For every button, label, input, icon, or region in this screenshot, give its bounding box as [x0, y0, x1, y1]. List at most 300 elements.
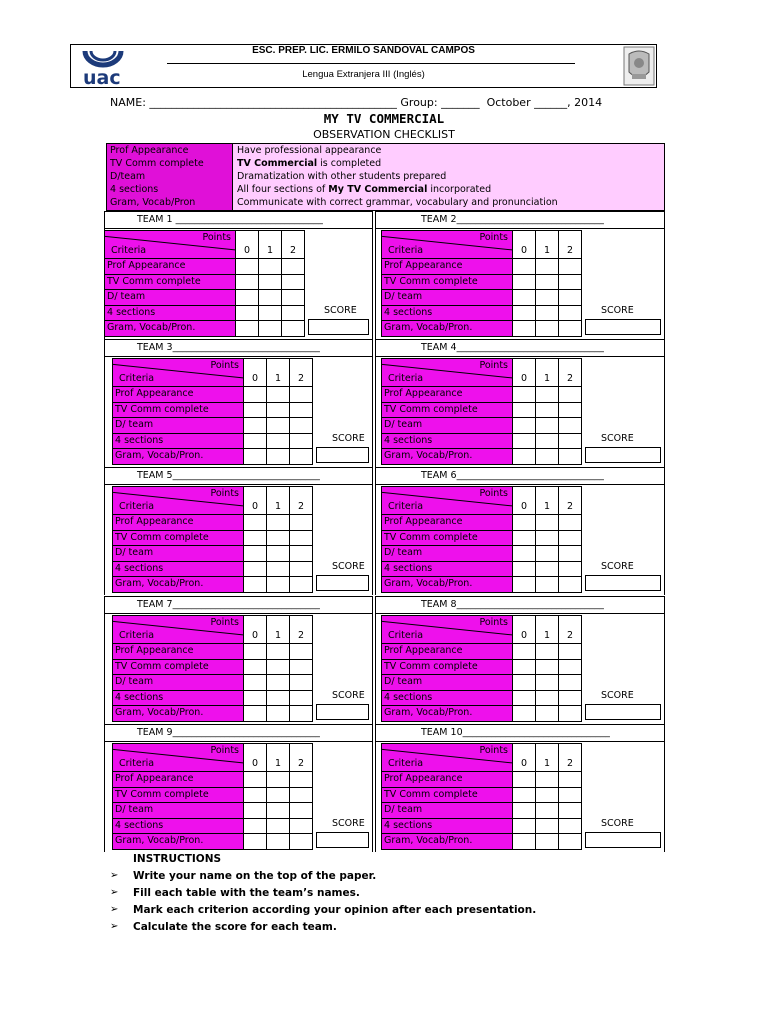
criterion-row — [382, 546, 582, 562]
criterion-label: Gram, Vocab/Pron. — [113, 834, 244, 850]
mark-cell[interactable] — [559, 644, 582, 660]
mark-cell[interactable] — [513, 803, 536, 819]
score-grid — [112, 615, 313, 722]
mark-cell[interactable] — [513, 561, 536, 577]
team-name-bar[interactable]: TEAM 3_______________________________ — [104, 339, 373, 357]
mark-cell[interactable] — [513, 675, 536, 691]
bullet-arrow-icon: ➢ — [110, 870, 119, 881]
points-column-header: 1 — [267, 616, 290, 644]
mark-cell[interactable] — [559, 274, 582, 290]
score-box[interactable] — [308, 319, 369, 335]
mark-cell[interactable] — [236, 321, 259, 337]
mark-cell[interactable] — [236, 290, 259, 306]
mark-cell[interactable] — [282, 321, 305, 337]
mark-cell[interactable] — [290, 402, 313, 418]
criterion-row — [382, 433, 582, 449]
mark-cell[interactable] — [559, 259, 582, 275]
points-column-header: 2 — [559, 487, 582, 515]
mark-cell[interactable] — [559, 803, 582, 819]
mark-cell[interactable] — [290, 546, 313, 562]
mark-cell[interactable] — [559, 305, 582, 321]
criterion-row — [382, 387, 582, 403]
criterion-label: Prof Appearance — [105, 259, 236, 275]
criterion-label: 4 sections — [113, 433, 244, 449]
criterion-row — [105, 259, 305, 275]
mark-cell[interactable] — [559, 530, 582, 546]
mark-cell[interactable] — [536, 530, 559, 546]
criterion-label: Prof Appearance — [382, 387, 513, 403]
points-label: Points — [210, 745, 239, 756]
mark-cell[interactable] — [559, 690, 582, 706]
mark-cell[interactable] — [513, 305, 536, 321]
mark-cell[interactable] — [244, 787, 267, 803]
team-name-bar[interactable]: TEAM 6_______________________________ — [375, 467, 665, 485]
mark-cell[interactable] — [290, 690, 313, 706]
mark-cell[interactable] — [536, 290, 559, 306]
points-label: Points — [479, 488, 508, 499]
criterion-row — [113, 515, 313, 531]
mark-cell[interactable] — [267, 577, 290, 593]
points-column-header: 1 — [536, 744, 559, 772]
mark-cell[interactable] — [282, 305, 305, 321]
mark-cell[interactable] — [513, 418, 536, 434]
criterion-row — [382, 515, 582, 531]
criterion-row — [382, 787, 582, 803]
criterion-row — [105, 321, 305, 337]
team-name-bar[interactable]: TEAM 2_______________________________ — [375, 211, 665, 229]
criterion-label: D/ team — [382, 546, 513, 562]
mark-cell[interactable] — [290, 515, 313, 531]
criteria-label: Criteria — [119, 758, 155, 769]
mark-cell[interactable] — [536, 449, 559, 465]
mark-cell[interactable] — [290, 803, 313, 819]
mark-cell[interactable] — [244, 706, 267, 722]
criterion-row — [113, 449, 313, 465]
mark-cell[interactable] — [244, 515, 267, 531]
mark-cell[interactable] — [513, 772, 536, 788]
points-column-header: 2 — [559, 231, 582, 259]
criterion-label: Prof Appearance — [382, 515, 513, 531]
score-label: SCORE — [601, 690, 634, 701]
mark-cell[interactable] — [259, 274, 282, 290]
legend-desc: Communicate with correct grammar, vocabulary and pronunciation — [237, 197, 558, 208]
mark-cell[interactable] — [290, 659, 313, 675]
criterion-label: D/ team — [382, 418, 513, 434]
criterion-row — [113, 561, 313, 577]
mark-cell[interactable] — [290, 787, 313, 803]
points-column-header: 0 — [513, 359, 536, 387]
points-column-header: 0 — [244, 744, 267, 772]
criteria-label: Criteria — [388, 758, 424, 769]
criterion-label: TV Comm complete — [113, 402, 244, 418]
mark-cell[interactable] — [244, 387, 267, 403]
team-name-bar[interactable]: TEAM 8_______________________________ — [375, 596, 665, 614]
mark-cell[interactable] — [559, 818, 582, 834]
mark-cell[interactable] — [513, 690, 536, 706]
criteria-label: Criteria — [111, 245, 147, 256]
criterion-label: Prof Appearance — [113, 644, 244, 660]
points-column-header: 0 — [244, 616, 267, 644]
criterion-label: D/ team — [113, 546, 244, 562]
score-box[interactable] — [316, 447, 369, 463]
criterion-label: 4 sections — [382, 690, 513, 706]
mark-cell[interactable] — [559, 515, 582, 531]
mark-cell[interactable] — [536, 515, 559, 531]
instruction-item: Calculate the score for each team. — [133, 921, 337, 933]
mark-cell[interactable] — [513, 659, 536, 675]
score-box[interactable] — [585, 832, 661, 848]
mark-cell[interactable] — [259, 321, 282, 337]
points-column-header: 1 — [267, 487, 290, 515]
mark-cell[interactable] — [267, 803, 290, 819]
mark-cell[interactable] — [244, 433, 267, 449]
criterion-label: D/ team — [382, 290, 513, 306]
header-box — [70, 44, 657, 88]
mark-cell[interactable] — [536, 387, 559, 403]
legend-key: TV Comm complete — [110, 158, 204, 169]
mark-cell[interactable] — [236, 305, 259, 321]
mark-cell[interactable] — [290, 449, 313, 465]
criteria-label: Criteria — [388, 501, 424, 512]
mark-cell[interactable] — [513, 402, 536, 418]
criterion-label: Prof Appearance — [382, 644, 513, 660]
mark-cell[interactable] — [244, 772, 267, 788]
legend-desc: All four sections of My TV Commercial incorporated — [237, 184, 492, 195]
score-grid — [381, 358, 582, 465]
points-column-header: 1 — [259, 231, 282, 259]
score-label: SCORE — [332, 561, 365, 572]
criterion-label: TV Comm complete — [382, 530, 513, 546]
criterion-row — [382, 290, 582, 306]
mark-cell[interactable] — [244, 530, 267, 546]
mark-cell[interactable] — [513, 818, 536, 834]
mark-cell[interactable] — [559, 402, 582, 418]
mark-cell[interactable] — [267, 561, 290, 577]
mark-cell[interactable] — [536, 577, 559, 593]
school-name: ESC. PREP. LIC. ERMILO SANDOVAL CAMPOS — [252, 45, 475, 56]
mark-cell[interactable] — [559, 321, 582, 337]
points-label: Points — [210, 617, 239, 628]
mark-cell[interactable] — [536, 659, 559, 675]
mark-cell[interactable] — [536, 433, 559, 449]
mark-cell[interactable] — [282, 259, 305, 275]
criterion-label: Prof Appearance — [382, 259, 513, 275]
points-column-header: 2 — [290, 616, 313, 644]
mark-cell[interactable] — [513, 787, 536, 803]
mark-cell[interactable] — [290, 418, 313, 434]
header-divider — [167, 63, 575, 64]
bullet-arrow-icon: ➢ — [110, 904, 119, 915]
points-criteria-header — [382, 616, 513, 644]
mark-cell[interactable] — [267, 787, 290, 803]
page-subtitle: OBSERVATION CHECKLIST — [313, 128, 455, 141]
mark-cell[interactable] — [513, 515, 536, 531]
mark-cell[interactable] — [236, 259, 259, 275]
criterion-label: 4 sections — [382, 561, 513, 577]
points-label: Points — [479, 360, 508, 371]
team-name-bar[interactable]: TEAM 4_______________________________ — [375, 339, 665, 357]
points-column-header: 1 — [536, 616, 559, 644]
mark-cell[interactable] — [244, 577, 267, 593]
points-column-header: 2 — [290, 359, 313, 387]
mark-cell[interactable] — [536, 305, 559, 321]
points-label: Points — [202, 232, 231, 243]
criterion-label: 4 sections — [113, 561, 244, 577]
mark-cell[interactable] — [244, 659, 267, 675]
mark-cell[interactable] — [282, 290, 305, 306]
mark-cell[interactable] — [536, 803, 559, 819]
mark-cell[interactable] — [536, 321, 559, 337]
mark-cell[interactable] — [267, 449, 290, 465]
mark-cell[interactable] — [513, 546, 536, 562]
criterion-label: Gram, Vocab/Pron. — [113, 577, 244, 593]
criteria-label: Criteria — [119, 630, 155, 641]
mark-cell[interactable] — [267, 834, 290, 850]
criterion-label: TV Comm complete — [113, 659, 244, 675]
criterion-row — [382, 644, 582, 660]
points-criteria-header — [382, 231, 513, 259]
mark-cell[interactable] — [244, 818, 267, 834]
criterion-row — [113, 659, 313, 675]
criterion-row — [113, 706, 313, 722]
mark-cell[interactable] — [267, 818, 290, 834]
logo-text: uac — [83, 67, 121, 89]
points-criteria-header — [113, 744, 244, 772]
mark-cell[interactable] — [559, 290, 582, 306]
mark-cell[interactable] — [267, 659, 290, 675]
mark-cell[interactable] — [244, 644, 267, 660]
criterion-label: TV Comm complete — [382, 659, 513, 675]
mark-cell[interactable] — [559, 706, 582, 722]
bullet-arrow-icon: ➢ — [110, 921, 119, 932]
team-name-bar[interactable]: TEAM 7_______________________________ — [104, 596, 373, 614]
mark-cell[interactable] — [290, 834, 313, 850]
mark-cell[interactable] — [290, 561, 313, 577]
mark-cell[interactable] — [290, 433, 313, 449]
mark-cell[interactable] — [513, 834, 536, 850]
mark-cell[interactable] — [559, 659, 582, 675]
mark-cell[interactable] — [513, 259, 536, 275]
team-name-bar[interactable]: TEAM 9_______________________________ — [104, 724, 373, 742]
mark-cell[interactable] — [536, 818, 559, 834]
mark-cell[interactable] — [267, 772, 290, 788]
criterion-row — [382, 803, 582, 819]
mark-cell[interactable] — [513, 387, 536, 403]
mark-cell[interactable] — [536, 274, 559, 290]
score-box[interactable] — [316, 832, 369, 848]
points-label: Points — [479, 745, 508, 756]
score-label: SCORE — [324, 305, 357, 316]
team-name-bar[interactable]: TEAM 1 _______________________________ — [104, 211, 373, 229]
mark-cell[interactable] — [513, 644, 536, 660]
mark-cell[interactable] — [559, 675, 582, 691]
mark-cell[interactable] — [536, 787, 559, 803]
legend-key: Gram, Vocab/Pron — [110, 197, 196, 208]
points-column-header: 0 — [244, 359, 267, 387]
mark-cell[interactable] — [259, 305, 282, 321]
mark-cell[interactable] — [536, 546, 559, 562]
mark-cell[interactable] — [559, 561, 582, 577]
criterion-label: Prof Appearance — [113, 772, 244, 788]
criterion-row — [382, 274, 582, 290]
criterion-row — [113, 433, 313, 449]
criterion-row — [382, 305, 582, 321]
team-name-bar[interactable]: TEAM 5_______________________________ — [104, 467, 373, 485]
mark-cell[interactable] — [559, 418, 582, 434]
mark-cell[interactable] — [282, 274, 305, 290]
criterion-row — [113, 418, 313, 434]
criterion-row — [113, 546, 313, 562]
mark-cell[interactable] — [513, 290, 536, 306]
mark-cell[interactable] — [559, 577, 582, 593]
criterion-label: Prof Appearance — [382, 772, 513, 788]
criterion-row — [382, 561, 582, 577]
mark-cell[interactable] — [267, 530, 290, 546]
mark-cell[interactable] — [244, 418, 267, 434]
mark-cell[interactable] — [559, 546, 582, 562]
legend-key: D/team — [110, 171, 146, 182]
criterion-label: Gram, Vocab/Pron. — [382, 449, 513, 465]
mark-cell[interactable] — [559, 433, 582, 449]
mark-cell[interactable] — [267, 515, 290, 531]
mark-cell[interactable] — [559, 387, 582, 403]
points-column-header: 2 — [290, 744, 313, 772]
criterion-label: 4 sections — [113, 690, 244, 706]
mark-cell[interactable] — [290, 675, 313, 691]
mark-cell[interactable] — [244, 546, 267, 562]
mark-cell[interactable] — [267, 418, 290, 434]
mark-cell[interactable] — [536, 259, 559, 275]
criterion-row — [113, 644, 313, 660]
score-box[interactable] — [316, 704, 369, 720]
mark-cell[interactable] — [244, 690, 267, 706]
mark-cell[interactable] — [290, 818, 313, 834]
score-grid — [381, 615, 582, 722]
mark-cell[interactable] — [559, 787, 582, 803]
mark-cell[interactable] — [267, 402, 290, 418]
mark-cell[interactable] — [536, 706, 559, 722]
mark-cell[interactable] — [536, 561, 559, 577]
mark-cell[interactable] — [290, 644, 313, 660]
points-criteria-header — [113, 487, 244, 515]
mark-cell[interactable] — [259, 259, 282, 275]
criterion-label: 4 sections — [105, 305, 236, 321]
mark-cell[interactable] — [536, 418, 559, 434]
criterion-row — [113, 675, 313, 691]
mark-cell[interactable] — [267, 546, 290, 562]
points-column-header: 0 — [513, 616, 536, 644]
mark-cell[interactable] — [513, 577, 536, 593]
mark-cell[interactable] — [513, 706, 536, 722]
mark-cell[interactable] — [513, 449, 536, 465]
points-column-header: 1 — [536, 487, 559, 515]
mark-cell[interactable] — [290, 772, 313, 788]
criterion-label: 4 sections — [382, 818, 513, 834]
criterion-row — [382, 577, 582, 593]
mark-cell[interactable] — [536, 675, 559, 691]
mark-cell[interactable] — [267, 433, 290, 449]
criteria-label: Criteria — [388, 373, 424, 384]
mark-cell[interactable] — [259, 290, 282, 306]
mark-cell[interactable] — [267, 675, 290, 691]
criterion-label: 4 sections — [113, 818, 244, 834]
score-label: SCORE — [332, 690, 365, 701]
score-box[interactable] — [316, 575, 369, 591]
score-box[interactable] — [585, 575, 661, 591]
criterion-row — [105, 305, 305, 321]
mark-cell[interactable] — [559, 449, 582, 465]
mark-cell[interactable] — [513, 321, 536, 337]
mark-cell[interactable] — [267, 387, 290, 403]
criterion-label: Gram, Vocab/Pron. — [113, 449, 244, 465]
criterion-row — [382, 675, 582, 691]
criterion-row — [382, 449, 582, 465]
mark-cell[interactable] — [536, 772, 559, 788]
score-box[interactable] — [585, 447, 661, 463]
legend-desc: TV Commercial is completed — [237, 158, 382, 169]
mark-cell[interactable] — [244, 834, 267, 850]
mark-cell[interactable] — [244, 803, 267, 819]
mark-cell[interactable] — [536, 834, 559, 850]
mark-cell[interactable] — [244, 402, 267, 418]
score-box[interactable] — [585, 319, 661, 335]
criteria-legend — [106, 143, 665, 211]
mark-cell[interactable] — [290, 706, 313, 722]
mark-cell[interactable] — [244, 561, 267, 577]
legend-key: Prof Appearance — [110, 145, 189, 156]
mark-cell[interactable] — [267, 706, 290, 722]
mark-cell[interactable] — [267, 690, 290, 706]
criterion-label: Gram, Vocab/Pron. — [382, 577, 513, 593]
score-box[interactable] — [585, 704, 661, 720]
criterion-label: Prof Appearance — [113, 515, 244, 531]
mark-cell[interactable] — [536, 644, 559, 660]
criteria-label: Criteria — [119, 501, 155, 512]
criterion-label: 4 sections — [382, 305, 513, 321]
mark-cell[interactable] — [244, 675, 267, 691]
criterion-row — [105, 274, 305, 290]
mark-cell[interactable] — [559, 772, 582, 788]
mark-cell[interactable] — [290, 530, 313, 546]
score-grid — [112, 743, 313, 850]
points-label: Points — [210, 488, 239, 499]
criterion-label: TV Comm complete — [113, 530, 244, 546]
legend-desc: Dramatization with other students prepared — [237, 171, 447, 182]
mark-cell[interactable] — [536, 690, 559, 706]
team-name-bar[interactable]: TEAM 10_______________________________ — [375, 724, 665, 742]
mark-cell[interactable] — [513, 274, 536, 290]
criterion-label: 4 sections — [382, 433, 513, 449]
points-criteria-header — [113, 359, 244, 387]
mark-cell[interactable] — [513, 433, 536, 449]
criterion-row — [382, 818, 582, 834]
mark-cell[interactable] — [236, 274, 259, 290]
mark-cell[interactable] — [559, 834, 582, 850]
name-group-date-line: NAME: _____________________________________________ Group: _______ October ______, 2014 — [110, 96, 603, 109]
mark-cell[interactable] — [267, 644, 290, 660]
mark-cell[interactable] — [513, 530, 536, 546]
criterion-label: Gram, Vocab/Pron. — [382, 321, 513, 337]
instruction-item: Write your name on the top of the paper. — [133, 870, 377, 882]
points-column-header: 1 — [267, 359, 290, 387]
mark-cell[interactable] — [290, 577, 313, 593]
criterion-row — [382, 418, 582, 434]
mark-cell[interactable] — [290, 387, 313, 403]
mark-cell[interactable] — [536, 402, 559, 418]
criterion-row — [382, 402, 582, 418]
criterion-label: D/ team — [382, 675, 513, 691]
mark-cell[interactable] — [244, 449, 267, 465]
